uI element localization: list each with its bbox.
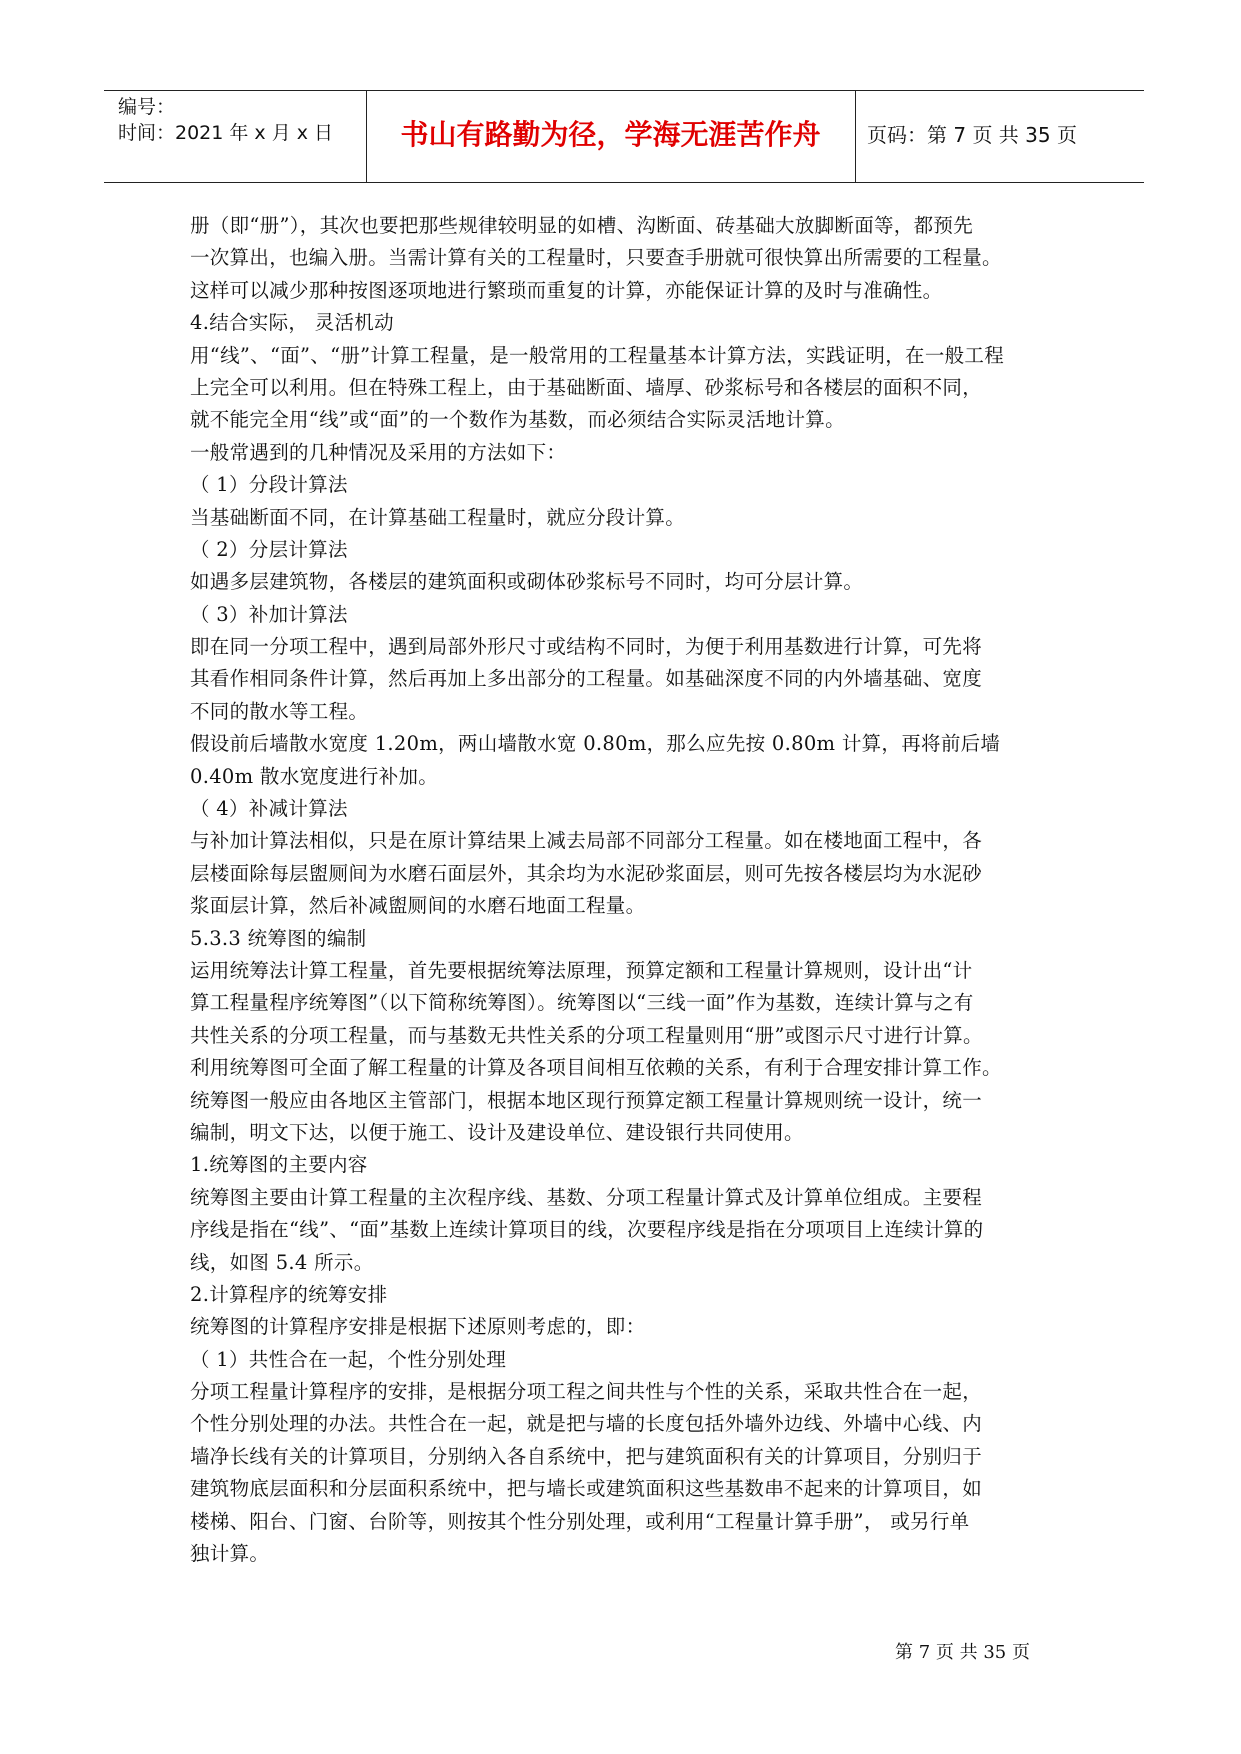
body-text-line: （ 1）分段计算法 [190, 473, 348, 497]
body-text-line: 编制，明文下达，以便于施工、设计及建设单位、建设银行共同使用。 [190, 1120, 804, 1144]
header-motto-cell [366, 91, 856, 182]
body-text-line: 即在同一分项工程中，遇到局部外形尺寸或结构不同时，为便于利用基数进行计算，可先将 [190, 635, 983, 659]
body-text-line: （ 1）共性合在一起，个性分别处理 [190, 1347, 507, 1371]
body-text-line: （ 3）补加计算法 [190, 602, 348, 626]
body-text-line: 与补加计算法相似，只是在原计算结果上减去局部不同部分工程量。如在楼地面工程中，各 [190, 829, 983, 853]
body-text-line: （ 2）分层计算法 [190, 537, 348, 561]
body-text-line: 1.统筹图的主要内容 [190, 1153, 368, 1177]
header-page-cell [855, 91, 1144, 182]
body-text-line: 一般常遇到的几种情况及采用的方法如下： [190, 440, 567, 464]
document-date: 时间：2021 年 x 月 x 日 [118, 122, 334, 144]
page-header [104, 90, 1144, 183]
body-text-line: 用“线”、“面”、“册”计算工程量，是一般常用的工程量基本计算方法，实践证明，在一般工程 [190, 343, 1005, 367]
body-text-line: 册（即“册”），其次也要把那些规律较明显的如槽、沟断面、砖基础大放脚断面等，都预先 [190, 214, 973, 237]
body-text-line: 运用统筹法计算工程量，首先要根据统筹法原理，预算定额和工程量计算规则，设计出“计 [190, 958, 973, 982]
body-text-line: 墙净长线有关的计算项目，分别纳入各自系统中，把与建筑面积有关的计算项目，分别归于 [190, 1444, 983, 1468]
body-text-line: 2.计算程序的统筹安排 [190, 1282, 388, 1306]
body-text-line: 线，如图 5.4 所示。 [190, 1250, 374, 1274]
body-text-line: 共性关系的分项工程量，而与基数无共性关系的分项工程量则用“册”或图示尺寸进行计算。 [190, 1023, 983, 1047]
body-text-line: 楼梯、阳台、门窗、台阶等，则按其个性分别处理，或利用“工程量计算手册”， 或另行单 [190, 1509, 970, 1533]
body-text-line: 层楼面除每层盥厕间为水磨石面层外，其余均为水泥砂浆面层，则可先按各楼层均为水泥砂 [190, 861, 983, 885]
document-number-label: 编号： [118, 96, 176, 118]
body-text-line: 0.40m 散水宽度进行补加。 [190, 764, 439, 788]
body-text-line: 这样可以减少那种按图逐项地进行繁琐而重复的计算，亦能保证计算的及时与准确性。 [190, 278, 943, 302]
body-text-line: 一次算出，也编入册。当需计算有关的工程量时，只要查手册就可很快算出所需要的工程量。 [190, 246, 1002, 270]
body-text-line: 如遇多层建筑物，各楼层的建筑面积或砌体砂浆标号不同时，均可分层计算。 [190, 570, 864, 594]
body-text-line: 算工程量程序统筹图”（以下简称统筹图）。统筹图以“三线一面”作为基数，连续计算与之有 [190, 991, 974, 1015]
body-text-line: 浆面层计算，然后补减盥厕间的水磨石地面工程量。 [190, 894, 646, 918]
body-text-line: 序线是指在“线”、“面”基数上连续计算项目的线，次要程序线是指在分项项目上连续计算的 [190, 1218, 984, 1242]
body-text-line: 独计算。 [190, 1542, 270, 1566]
body-text-line: 统筹图一般应由各地区主管部门，根据本地区现行预算定额工程量计算规则统一设计，统一 [190, 1088, 983, 1112]
header-meta-cell [104, 91, 367, 182]
header-motto: 书山有路勤为径，学海无涯苦作舟 [400, 118, 821, 151]
body-text-line: 5.3.3 统筹图的编制 [190, 926, 367, 950]
body-text-line: 就不能完全用“线”或“面”的一个数作为基数，而必须结合实际灵活地计算。 [190, 408, 845, 432]
body-text-line: 统筹图的计算程序安排是根据下述原则考虑的，即： [190, 1315, 646, 1339]
body-text-line: 分项工程量计算程序的安排，是根据分项工程之间共性与个性的关系，采取共性合在一起， [190, 1380, 983, 1404]
body-text-line: 统筹图主要由计算工程量的主次程序线、基数、分项工程量计算式及计算单位组成。主要程 [190, 1185, 983, 1209]
page-footer: 第 7 页 共 35 页 [895, 1642, 1030, 1663]
body-text-line: 不同的散水等工程。 [190, 699, 369, 723]
body-text-line: 假设前后墙散水宽度 1.20m，两山墙散水宽 0.80m，那么应先按 0.80m 计算，再将前后墙 [190, 732, 1001, 756]
body-text-line: 4.结合实际， 灵活机动 [190, 311, 394, 335]
header-page-code: 页码：第 7 页 共 35 页 [867, 123, 1077, 147]
body-text-line: （ 4）补减计算法 [190, 797, 348, 821]
body-text-line: 当基础断面不同，在计算基础工程量时，就应分段计算。 [190, 505, 686, 529]
body-text-line: 个性分别处理的办法。共性合在一起，就是把与墙的长度包括外墙外边线、外墙中心线、内 [190, 1412, 983, 1436]
body-text-line: 其看作相同条件计算，然后再加上多出部分的工程量。如基础深度不同的内外墙基础、宽度 [190, 667, 983, 691]
body-text-line: 利用统筹图可全面了解工程量的计算及各项目间相互依赖的关系，有利于合理安排计算工作。 [190, 1056, 1002, 1080]
body-text-line: 建筑物底层面积和分层面积系统中，把与墙长或建筑面积这些基数串不起来的计算项目，如 [190, 1477, 983, 1501]
document-body [190, 210, 1070, 1570]
body-text-line: 上完全可以利用。但在特殊工程上，由于基础断面、墙厚、砂浆标号和各楼层的面积不同， [190, 375, 983, 399]
